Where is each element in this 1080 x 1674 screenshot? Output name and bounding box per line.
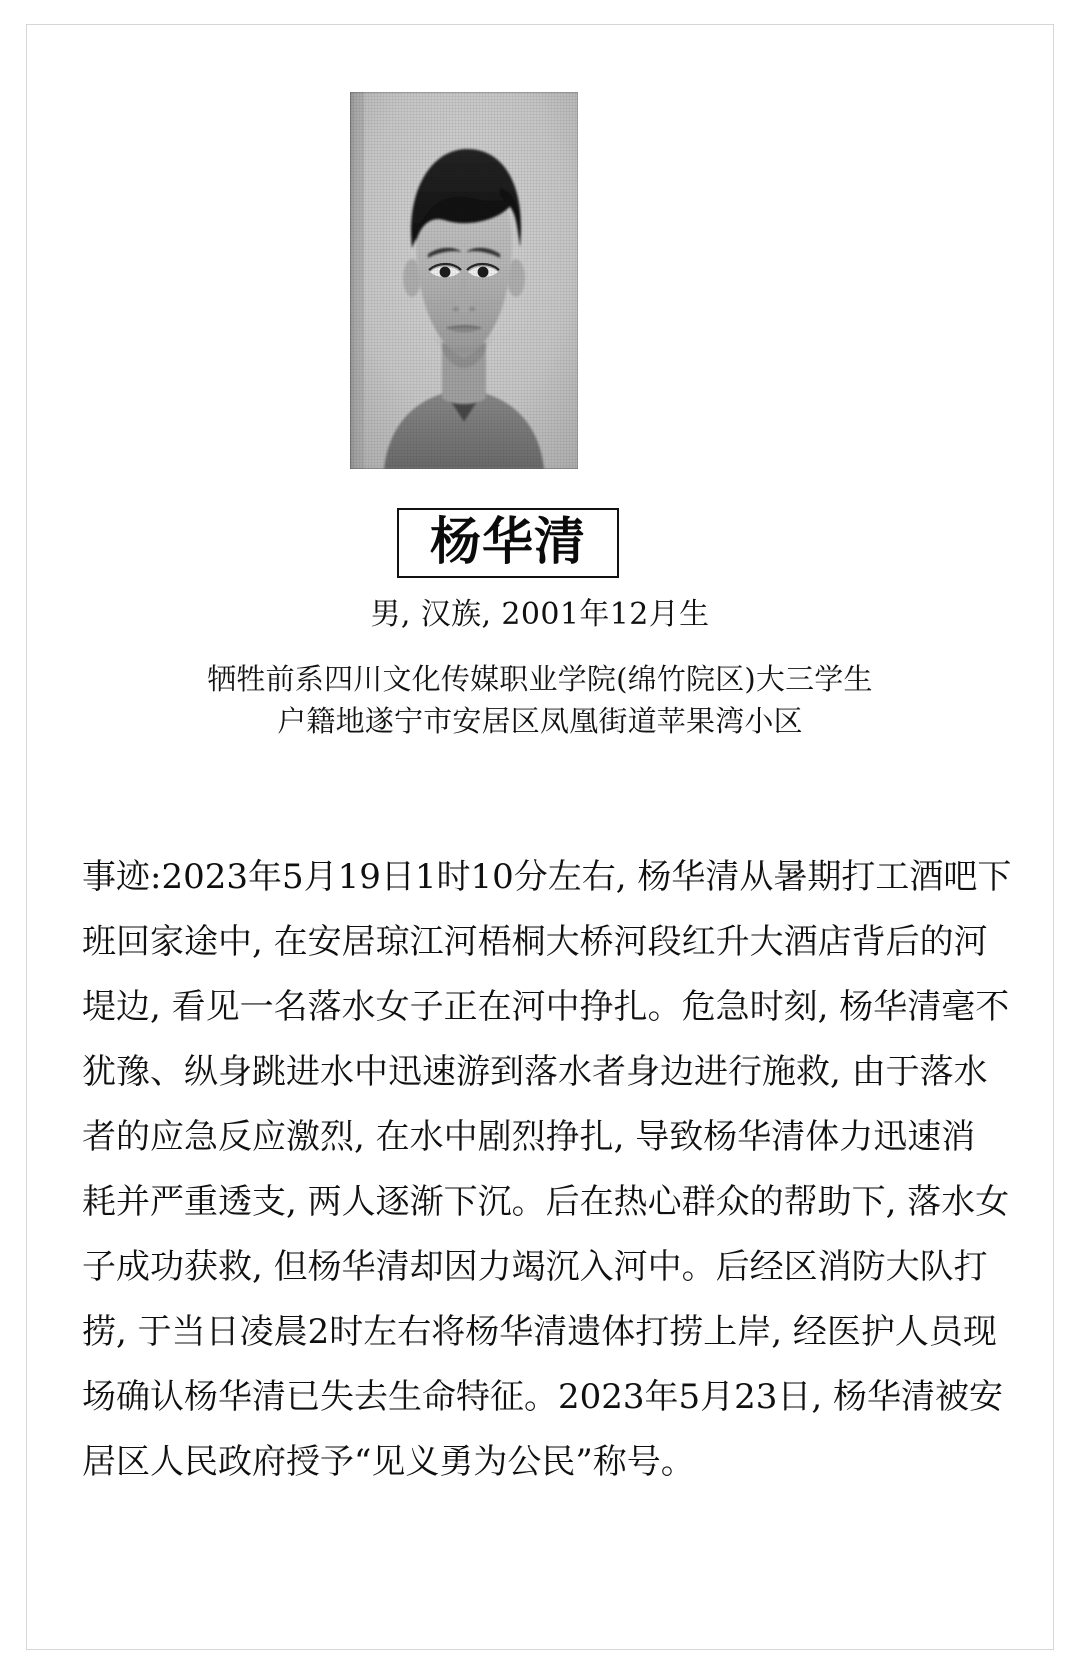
- portrait-photo-image: [350, 92, 578, 469]
- affiliation-block: [0, 658, 1080, 742]
- birth-line: 男, 汉族, 2001年12月生: [370, 597, 710, 632]
- story-line: 班回家途中, 在安居琼江河梧桐大桥河段红升大酒店背后的河: [82, 922, 988, 962]
- portrait-photo: [350, 92, 578, 469]
- story-line: 犹豫、纵身跳进水中迅速游到落水者身边进行施救, 由于落水: [82, 1052, 988, 1092]
- story-line: 场确认杨华清已失去生命特征。2023年5月23日, 杨华清被安: [82, 1377, 1004, 1417]
- story-line: 子成功获救, 但杨华清却因力竭沉入河中。后经区消防大队打: [82, 1247, 988, 1287]
- affiliation-line-school: 牺牲前系四川文化传媒职业学院(绵竹院区)大三学生: [207, 662, 873, 696]
- story-line: 者的应急反应激烈, 在水中剧烈挣扎, 导致杨华清体力迅速消: [82, 1117, 976, 1157]
- story-line: 耗并严重透支, 两人逐渐下沉。后在热心群众的帮助下, 落水女: [82, 1182, 1010, 1222]
- name-box: [397, 508, 619, 578]
- story-line: 居区人民政府授予“见义勇为公民”称号。: [82, 1442, 695, 1482]
- portrait-photo-frame: [350, 92, 578, 469]
- story-line: 捞, 于当日凌晨2时左右将杨华清遗体打捞上岸, 经医护人员现: [82, 1312, 997, 1352]
- person-name: 杨华清: [429, 511, 586, 572]
- story-line: 事迹:2023年5月19日1时10分左右, 杨华清从暑期打工酒吧下: [82, 857, 1012, 897]
- story-line: 堤边, 看见一名落水女子正在河中挣扎。危急时刻, 杨华清毫不: [82, 987, 1010, 1027]
- affiliation-line-residence: 户籍地遂宁市安居区凤凰街道苹果湾小区: [277, 704, 803, 738]
- story-body: [82, 845, 1012, 1495]
